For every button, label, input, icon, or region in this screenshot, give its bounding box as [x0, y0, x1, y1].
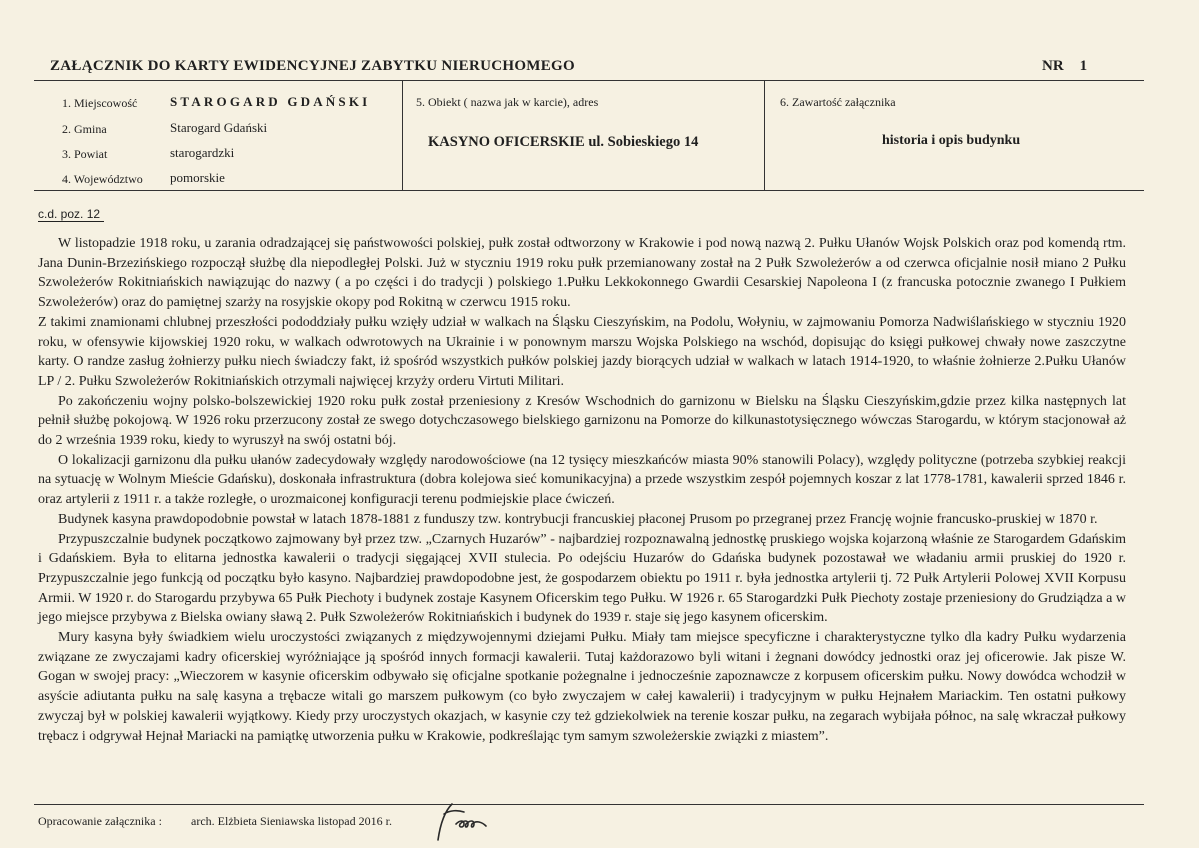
paragraph: Przypuszczalnie budynek początkowo zajmowany był przez tzw. „Czarnych Huzarów” - najbardziej rozpoznawalną jednostkę pruskiego wojska kojarzoną właśnie ze Starogardem Gdańskim i Gdańskiem. Była to elitarna jednostka kawalerii o tradycji sięgającej XVII stulecia. Po odejściu Huzarów do Gdańska budynek pozostawał we władaniu armii pruskiej do 1920 r. Przypuszczalnie jego funkcją od początku było kasyno. Najbardziej prawdopodobne jest, że gospodarzem obiektu po 1911 r. była jednostka artylerii tj. 72 Pułk Artylerii Polowej XVII Korpusu Armii. W 1920 r. do Starogardu przybywa 65 Pułk Piechoty i budynek zostaje Kasynem Oficerskim tego Pułku. W 1926 r. 65 Starogardzki Pułk Piechoty zostaje przeniesiony do Grudziądza a w jego miejsce przybywa z Bielska owiany sławą 2. Pułk Szwoleżerów Rokitniańskich i budynek do 1939 r. staje się jego kasynem oficerskim.: [38, 531, 1126, 626]
paragraph: W listopadzie 1918 roku, u zarania odradzającej się państwowości polskiej, pułk został odtworzony w Krakowie i pod nową nazwą 2. Pułku Ułanów Wojsk Polskich oraz pod komendą rtm. Jana Dunin-Brzezińskiego rozpoczął służbę dla niepodległej Polski. Już w styczniu 1919 roku pułk przemianowany został na 2 Pułk Szwoleżerów a od czerwca oficjalnie nosił miano 2 Pułku Szwoleżerów Rokitniańskich nawiązując do nazwy ( a po części i do tradycji ) polskiego 1.Pułku Lekkokonnego Gwardii Cesarskiej Napoleona I (z francuska potocznie zwanego I Pułkiem Szwoleżerów) oraz do pamiętnej szarży na rosyjskie okopy pod Rokitną w czerwcu 1915 roku.: [38, 236, 1126, 311]
header-top-rule: [34, 80, 1144, 81]
paragraph: Mury kasyna były świadkiem wielu uroczystości związanych z międzywojennymi dziejami Pułku. Miały tam miejsce specyficzne i charakterystyczne tylko dla kadry Pułku wydarzenia związane ze zwyczajami kadry oficerskiej wyróżniające ją spośród innych formacji kawalerii. Tutaj każdorazowo byli witani i żegnani dowódcy jednostki oraz jej oficerowie. Jak pisze W. Gogan w swojej pracy: „Wieczorem w kasynie oficerskim odbywało się oficjalne spotkanie pożegnalne i jednocześnie zapoznawcze z korpusem oficerskim pułku. Nowy dowódca wchodził w asyście adiutanta pułku na salę kasyna a trębacze witali go marszem pułkowym (co było zwyczajem w całej kawalerii) i tradycyjnym w pułku Hejnałem Mariackim. Ten ostatni pułkowy zwyczaj był w polskiej kawalerii wyjątkowy. Kiedy przy uroczystych okazjach, w kasynie czy też gdziekolwiek na terenie koszar pułku, na zegarach wybijała północ, na salę wkraczał pułkowy trębacz i odgrywał Hejnał Mariacki na pamiątkę utworzenia pułku w Krakowie, podkreślając tym samym szwoleżerskie związki z miastem”.: [38, 630, 1126, 744]
header-divider-1: [402, 81, 403, 191]
footer-label: Opracowanie załącznika :: [38, 814, 162, 828]
gmina-label: 2. Gmina: [62, 122, 107, 136]
wojewodztwo-label: 4. Województwo: [62, 172, 143, 186]
powiat-label: 3. Powiat: [62, 147, 108, 161]
zawartosc-value: historia i opis budynku: [882, 133, 1021, 148]
history-text: [38, 234, 1126, 746]
signature-image: [430, 800, 490, 842]
header-divider-2: [764, 81, 765, 191]
footer-rule: [34, 804, 1144, 805]
document-title: ZAŁĄCZNIK DO KARTY EWIDENCYJNEJ ZABYTKU NIERUCHOMEGO: [50, 58, 575, 74]
nr-value: 1: [1079, 58, 1088, 74]
powiat-value: starogardzki: [170, 145, 235, 160]
paragraph: O lokalizacji garnizonu dla pułku ułanów zadecydowały względy narodowościowe (na 12 tysięcy mieszkańców miasta 90% stanowili Polacy), względy polityczne (potrzeba szybkiej reakcji na sytuację w Wolnym Mieście Gdańsku), doskonała infrastruktura (dobra kolejowa sieć komunikacyjna) a przede wszystkim zespół pojemnych koszar z lat 1778-1781, kawalerii sprzed 1846 r. oraz artylerii z 1911 r. a także rozległe, o urozmaiconej konfiguracji terenu podmiejskie place ćwiczeń.: [38, 452, 1126, 508]
header-bottom-rule: [34, 190, 1144, 191]
attachment-number: [1042, 58, 1087, 75]
obiekt-value: KASYNO OFICERSKIE ul. Sobieskiego 14: [428, 134, 699, 150]
zawartosc-label: 6. Zawartość załącznika: [780, 95, 896, 109]
miejscowosc-value: STAROGARD GDAŃSKI: [170, 94, 371, 109]
obiekt-label: 5. Obiekt ( nazwa jak w karcie), adres: [416, 95, 599, 109]
paragraph: Po zakończeniu wojny polsko-bolszewickiej 1920 roku pułk został przeniesiony z Kresów Wschodnich do garnizonu w Bielsku na Śląsku Cieszyńskim,gdzie przez kilka następnych lat pełnił służbę pokojową. W 1926 roku przerzucony został ze swego dotychczasowego bielskiego garnizonu na Pomorze do kilkunastotysięcznego wówczas Starogardu, w którym stacjonował aż do 2 września 1939 roku, kiedy to wyruszył na swój ostatni bój.: [38, 393, 1126, 449]
paragraph: Budynek kasyna prawdopodobnie powstał w latach 1878-1881 z funduszy tzw. kontrybucji francuskiej płaconej Prusom po przegranej przez Francję wojnie francusko-pruskiej w 1870 r.: [58, 511, 1098, 527]
paragraph: Z takimi znamionami chlubnej przeszłości pododdziały pułku wzięły udział w walkach na Śląsku Cieszyńskim, na Podolu, Wołyniu, w zajmowaniu Pomorza Nadwiślańskiego w styczniu 1920 roku, w ofensywie kijowskiej 1920 roku, w walkach odwrotowych na Ukrainie i w ponownym marszu Wojska Polskiego na wschód, dopisując do księgi pułkowej chwały nowe zaszczytne karty. O randze zasług żołnierzy pułku niech świadczy fakt, iż spośród wszystkich pułków polskiej jazdy biorących udział w walkach w latach 1914-1920, to właśnie żołnierze 2.Pułku Ułanów LP / 2. Pułku Szwoleżerów Rokitniańskich otrzymali najwięcej krzyży orderu Virtuti Militari.: [38, 314, 1126, 389]
gmina-value: Starogard Gdański: [170, 120, 268, 135]
footer-author: arch. Elżbieta Sieniawska listopad 2016 r.: [191, 814, 392, 828]
miejscowosc-label: 1. Miejscowość: [62, 96, 138, 110]
wojewodztwo-value: pomorskie: [170, 170, 225, 185]
nr-label: NR: [1042, 58, 1064, 74]
continuation-label: c.d. poz. 12: [38, 207, 104, 222]
